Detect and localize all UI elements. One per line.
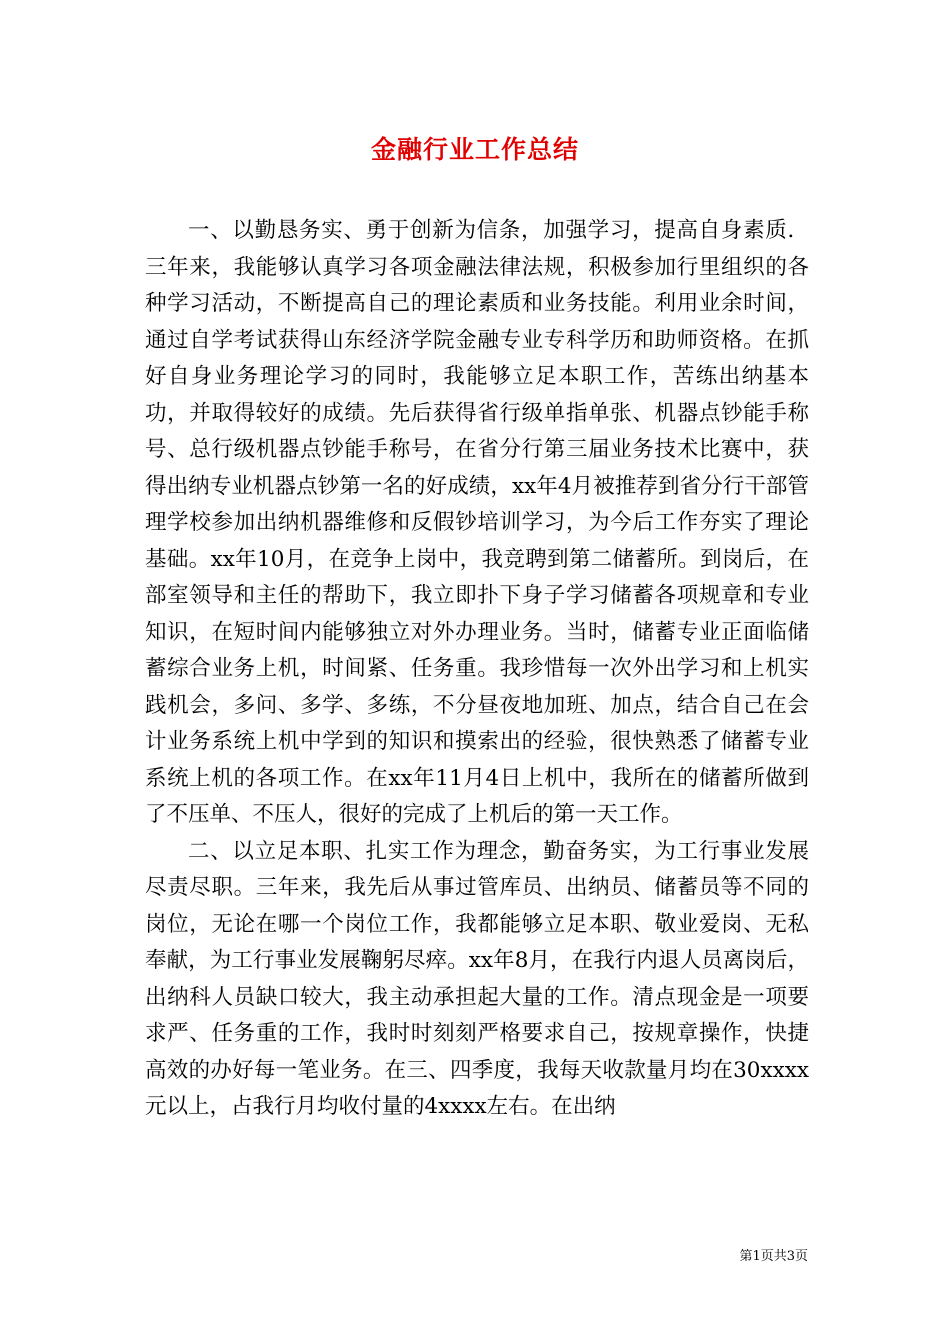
document-body: [145, 213, 809, 1126]
page-number-footer: [739, 1248, 808, 1266]
page-number-label: 第1页共3页: [739, 1249, 808, 1264]
paragraph-2: 二、以立足本职、扎实工作为理念，勤奋务实，为工行事业发展尽责尽职。三年来，我先后从事过管库员、出纳员、储蓄员等不同的岗位，无论在哪一个岗位工作，我都能够立足本职、敬业爱岗、无私奉献，为工行事业发展鞠躬尽瘁。xx年8月，在我行内退人员离岗后，出纳科人员缺口较大，我主动承担起大量的工作。清点现金是一项要求严、任务重的工作，我时时刻刻严格要求自己，按规章操作，快捷高效的办好每一笔业务。在三、四季度，我每天收款量月均在30xxxx元以上，占我行月均收付量的4xxxx左右。在出纳: [145, 838, 809, 1119]
document-title: 金融行业工作总结: [370, 135, 579, 164]
paragraph-1: 一、以勤恳务实、勇于创新为信条，加强学习，提高自身素质．三年来，我能够认真学习各项金融法律法规，积极参加行里组织的各种学习活动，不断提高自己的理论素质和业务技能。利用业余时间，通过自学考试获得山东经济学院金融专业专科学历和助师资格。在抓好自身业务理论学习的同时，我能够立足本职工作，苦练出纳基本功，并取得较好的成绩。先后获得省行级单指单张、机器点钞能手称号、总行级机器点钞能手称号，在省分行第三届业务技术比赛中，获得出纳专业机器点钞第一名的好成绩，xx年4月被推荐到省分行干部管理学校参加出纳机器维修和反假钞培训学习，为今后工作夯实了理论基础。xx年10月，在竞争上岗中，我竞聘到第二储蓄所。到岗后，在部室领导和主任的帮助下，我立即扑下身子学习储蓄各项规章和专业知识，在短时间内能够独立对外办理业务。当时，储蓄专业正面临储蓄综合业务上机，时间紧、任务重。我珍惜每一次外出学习和上机实践机会，多问、多学、多练，不分昼夜地加班、加点，结合自己在会计业务系统上机中学到的知识和摸索出的经验，很快熟悉了储蓄专业系统上机的各项工作。在xx年11月4日上机中，我所在的储蓄所做到了不压单、不压人，很好的完成了上机后的第一天工作。: [145, 218, 809, 827]
